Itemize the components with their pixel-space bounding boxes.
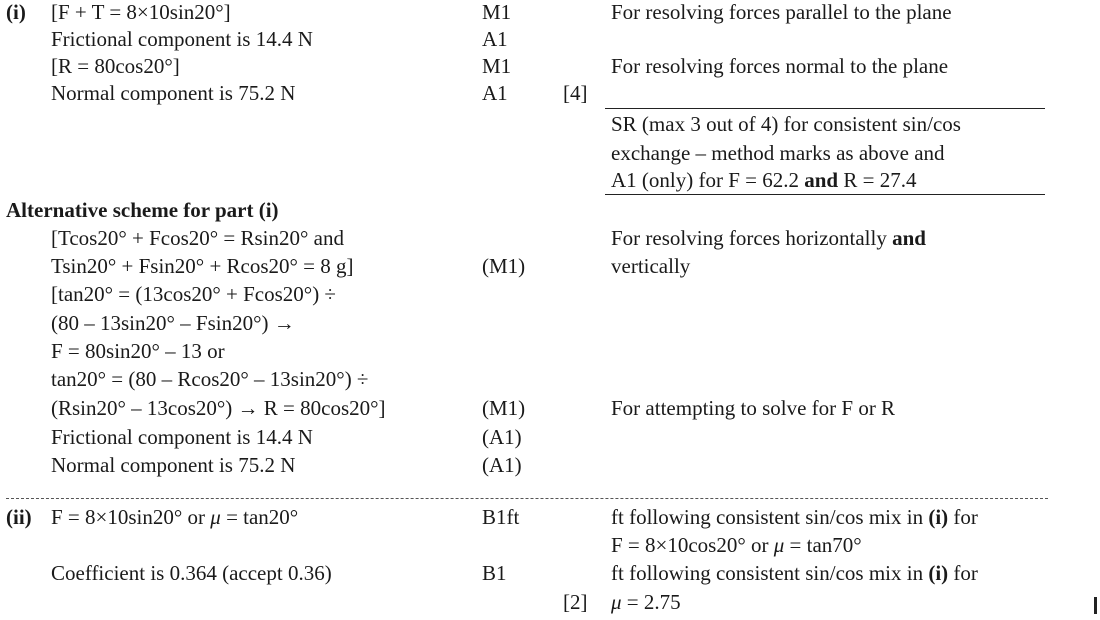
sr-note-and-bold: and xyxy=(804,168,839,192)
part-i-mark-4: A1 xyxy=(482,81,508,105)
part-ii-total: [2] xyxy=(563,590,588,614)
part-ii-line-1-end: = tan20° xyxy=(220,505,299,529)
part-ii-guidance-4 xyxy=(611,588,681,616)
alternative-heading: Alternative scheme for part (i) xyxy=(6,198,279,222)
part-ii-line-1 xyxy=(51,503,298,531)
sr-note-line-3-end: R = 27.4 xyxy=(838,168,917,192)
alt-guidance-1 xyxy=(611,224,926,252)
part-i-line-3: [R = 80cos20°] xyxy=(51,54,180,78)
alt-line-7: (Rsin20° – 13cos20°) → R = 80cos20°] xyxy=(51,396,386,420)
alt-line-9: Normal component is 75.2 N xyxy=(51,453,296,477)
part-ii-mark-1: B1ft xyxy=(482,505,520,529)
alt-mark-1: (M1) xyxy=(482,254,526,278)
alt-mark-2: (M1) xyxy=(482,396,526,420)
alt-line-4: (80 – 13sin20° – Fsin20°) → xyxy=(51,311,295,335)
part-ii-mark-2: B1 xyxy=(482,561,507,585)
part-ii-guidance-3-start: ft following consistent sin/cos mix in xyxy=(611,561,929,585)
alt-mark-4: (A1) xyxy=(482,453,522,477)
part-ii-guidance-3-bold: (i) xyxy=(928,561,949,585)
part-i-line-4: Normal component is 75.2 N xyxy=(51,81,296,105)
part-i-total: [4] xyxy=(563,81,588,105)
part-ii-guidance-2 xyxy=(611,531,862,559)
alt-guidance-1-start: For resolving forces horizontally xyxy=(611,226,893,250)
part-ii-guidance-1 xyxy=(611,503,978,531)
part-ii-line-2: Coefficient is 0.364 (accept 0.36) xyxy=(51,561,332,585)
alt-line-3: [tan20° = (13cos20° + Fcos20°) ÷ xyxy=(51,282,336,306)
alt-line-2: Tsin20° + Fsin20° + Rcos20° = 8 g] xyxy=(51,254,354,278)
part-ii-guidance-1-end: for xyxy=(948,505,978,529)
mu-symbol: μ xyxy=(773,533,785,557)
section-divider xyxy=(6,498,1048,499)
text-cursor xyxy=(1094,597,1097,614)
alt-guidance-1-line-2: vertically xyxy=(611,254,691,278)
alt-line-6: tan20° = (80 – Rcos20° – 13sin20°) ÷ xyxy=(51,367,369,391)
part-i-line-2: Frictional component is 14.4 N xyxy=(51,27,313,51)
part-i-label: (i) xyxy=(6,0,26,24)
mu-symbol: μ xyxy=(210,505,221,529)
alt-line-5: F = 80sin20° – 13 or xyxy=(51,339,225,363)
alt-line-1: [Tcos20° + Fcos20° = Rsin20° and xyxy=(51,226,344,250)
alt-mark-3: (A1) xyxy=(482,425,522,449)
part-ii-guidance-3 xyxy=(611,559,978,587)
mu-symbol: μ xyxy=(611,590,622,614)
sr-note-line-3 xyxy=(611,166,916,194)
part-i-mark-2: A1 xyxy=(482,27,508,51)
part-ii-guidance-2-start: F = 8×10cos20° or xyxy=(611,533,774,557)
part-i-guidance-2: For resolving forces normal to the plane xyxy=(611,54,949,78)
part-i-guidance-1: For resolving forces parallel to the plane xyxy=(611,0,952,24)
sr-note-top-rule xyxy=(605,108,1045,109)
sr-note-bottom-rule xyxy=(605,194,1045,195)
part-i-mark-1: M1 xyxy=(482,0,512,24)
part-ii-guidance-2-end: = tan70° xyxy=(784,533,862,557)
alt-line-8: Frictional component is 14.4 N xyxy=(51,425,313,449)
sr-note-line-1: SR (max 3 out of 4) for consistent sin/cos xyxy=(611,112,961,136)
part-i-mark-3: M1 xyxy=(482,54,512,78)
alt-guidance-and-bold: and xyxy=(892,226,926,250)
part-ii-guidance-1-bold: (i) xyxy=(928,505,949,529)
part-ii-label: (ii) xyxy=(6,505,32,529)
part-ii-guidance-1-start: ft following consistent sin/cos mix in xyxy=(611,505,929,529)
sr-note-line-3-start: A1 (only) for F = 62.2 xyxy=(611,168,805,192)
part-ii-guidance-3-end: for xyxy=(948,561,978,585)
alt-guidance-2: For attempting to solve for F or R xyxy=(611,396,896,420)
part-i-line-1: [F + T = 8×10sin20°] xyxy=(51,0,231,24)
part-ii-line-1-start: F = 8×10sin20° or xyxy=(51,505,211,529)
part-ii-guidance-4-end: = 2.75 xyxy=(621,590,681,614)
sr-note-line-2: exchange – method marks as above and xyxy=(611,141,945,165)
